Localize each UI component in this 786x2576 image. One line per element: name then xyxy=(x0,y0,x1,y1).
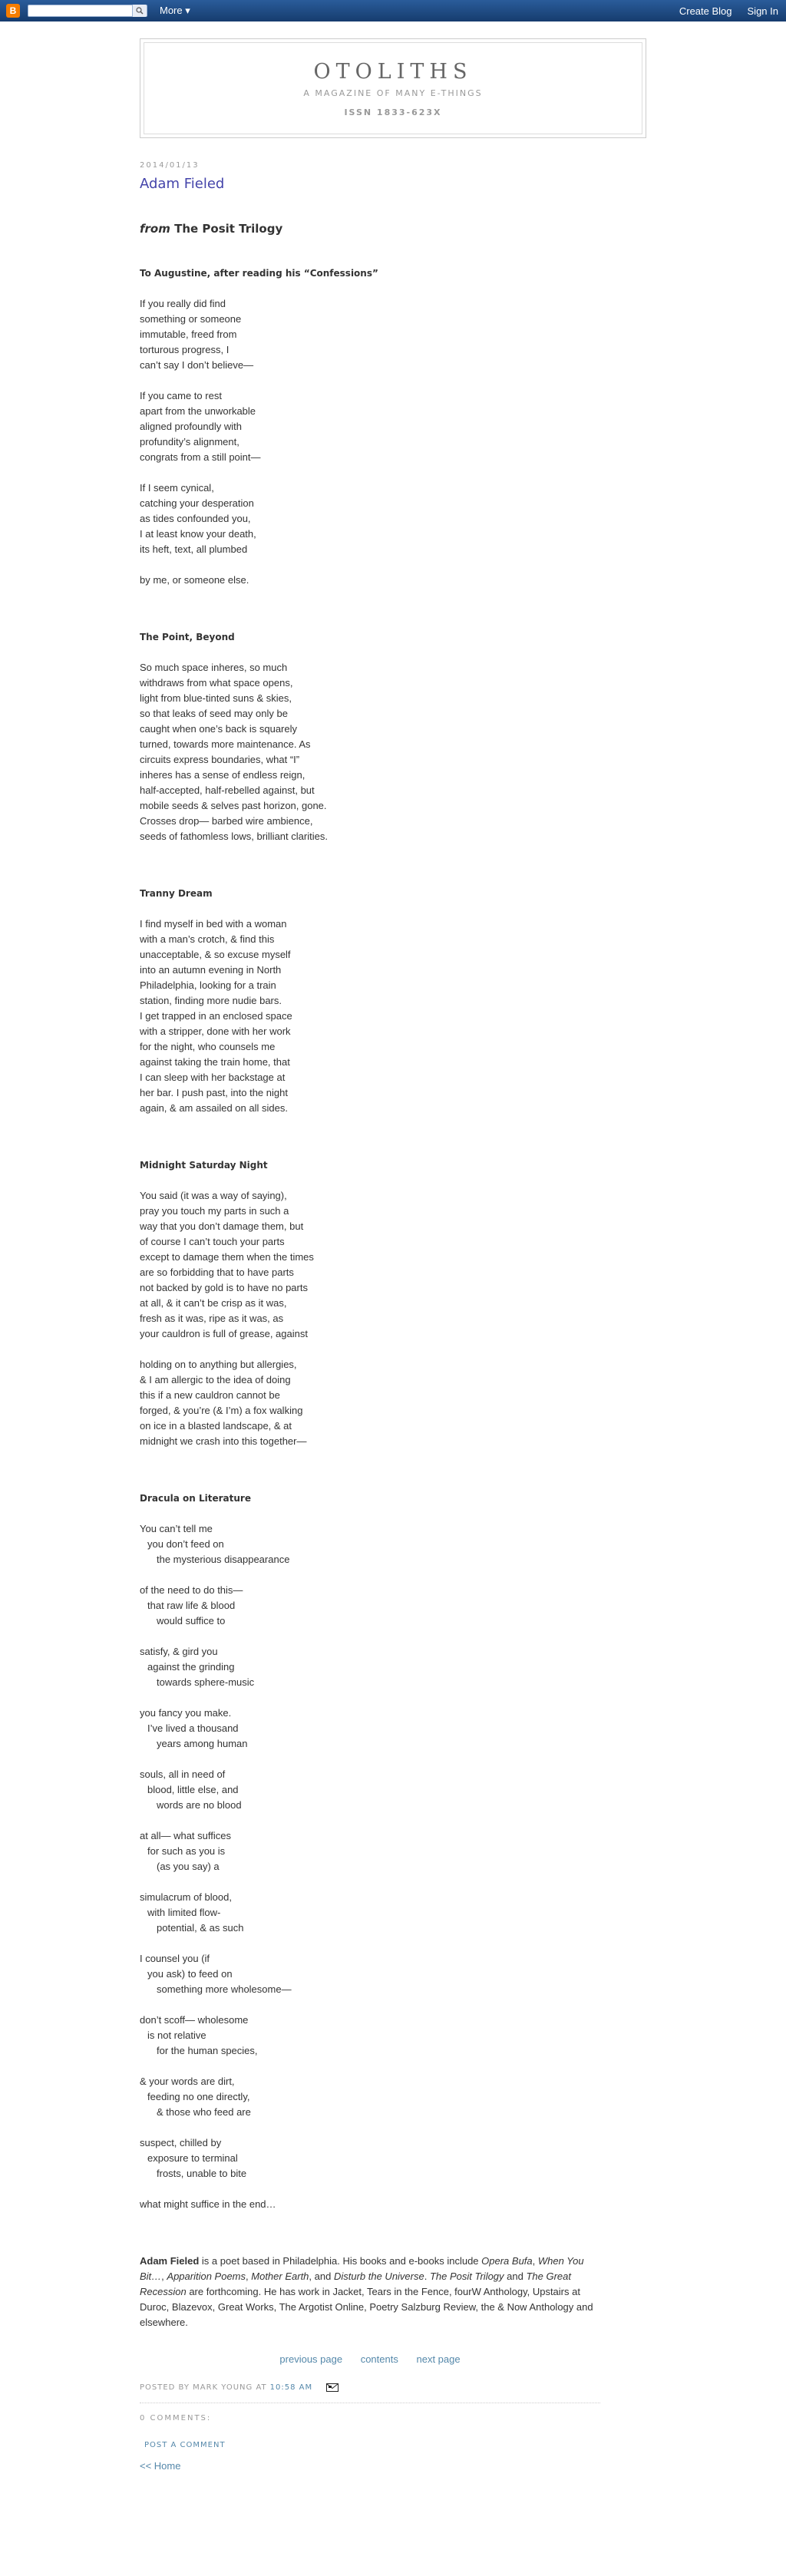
poem-stanza xyxy=(140,296,600,373)
poem-line: I counsel you (if xyxy=(140,1953,210,1964)
poem-line: years among human xyxy=(157,1738,248,1749)
post-comment-link[interactable]: POST A COMMENT xyxy=(144,2441,226,2449)
poem-line: I at least know your death, xyxy=(140,528,256,540)
blogger-logo-icon[interactable]: B xyxy=(6,4,20,18)
blogger-navbar xyxy=(0,0,786,21)
email-post-icon[interactable] xyxy=(326,2383,339,2392)
bio-book: Disturb the Universe xyxy=(333,2271,424,2282)
poem-line: would suffice to xyxy=(157,1615,226,1627)
poem-line: for the night, who counsels me xyxy=(140,1041,276,1052)
poem-line: your cauldron is full of grease, against xyxy=(140,1328,308,1339)
poem-line: of the need to do this— xyxy=(140,1584,243,1596)
poem-line: not backed by gold is to have no parts xyxy=(140,1282,308,1293)
poem-line: with a stripper, done with her work xyxy=(140,1025,291,1037)
poem xyxy=(140,1158,600,1449)
poem-line: mobile seeds & selves past horizon, gone. xyxy=(140,800,327,811)
poem-stanza xyxy=(140,2135,600,2181)
bio-sep: , xyxy=(532,2255,538,2267)
work-name: The Posit Trilogy xyxy=(174,222,283,236)
poem-stanza xyxy=(140,2074,600,2120)
poem-line: the mysterious disappearance xyxy=(157,1554,290,1565)
poem-line: feeding no one directly, xyxy=(147,2091,250,2102)
poem-line: I get trapped in an enclosed space xyxy=(140,1010,292,1022)
previous-page-link[interactable]: previous page xyxy=(279,2353,343,2365)
poem-line: pray you touch my parts in such a xyxy=(140,1205,289,1217)
poem-line: aligned profoundly with xyxy=(140,421,242,432)
poem-line: something or someone xyxy=(140,313,242,325)
bio-text: are forthcoming. He has work in Jacket, Tears in the Fence, fourW Anthology, Upstairs at Duroc, Blazevox, Great Works, The Argotist Online, Poetry Salzburg Review, the & Now Anthology and elsewhere. xyxy=(140,2286,593,2328)
poem-line: what might suffice in the end… xyxy=(140,2198,276,2210)
poem-line: & your words are dirt, xyxy=(140,2076,235,2087)
navbar-right xyxy=(679,0,778,21)
poem-line: & those who feed are xyxy=(157,2106,251,2118)
poem-stanza xyxy=(140,1828,600,1874)
navbar-more-menu[interactable] xyxy=(160,5,190,17)
poem-title: Dracula on Literature xyxy=(140,1493,251,1504)
poem-line: If you really did find xyxy=(140,298,226,309)
poem-line: is not relative xyxy=(147,2029,206,2041)
poem-line: with limited flow- xyxy=(147,1907,221,1918)
main-content xyxy=(140,161,600,2472)
poem-line: that raw life & blood xyxy=(147,1600,236,1611)
poem-line: suspect, chilled by xyxy=(140,2137,222,2148)
poem-stanza xyxy=(140,660,600,844)
poems-container xyxy=(140,266,600,2212)
work-title xyxy=(140,221,600,236)
blog-header-inner xyxy=(144,42,642,134)
search-icon[interactable] xyxy=(132,5,147,17)
bio-book: The Posit Trilogy xyxy=(429,2271,504,2282)
poem-stanza xyxy=(140,388,600,465)
poem-title: Tranny Dream xyxy=(140,888,213,899)
poem-stanza xyxy=(140,2197,600,2212)
poem-line: potential, & as such xyxy=(157,1922,244,1934)
poem-line: light from blue-tinted suns & skies, xyxy=(140,692,292,704)
bio-sep: . xyxy=(424,2271,430,2282)
poem-line: of course I can’t touch your parts xyxy=(140,1236,285,1247)
post-navigation xyxy=(140,2353,600,2365)
poem-stanza xyxy=(140,481,600,557)
poem-line: its heft, text, all plumbed xyxy=(140,543,248,555)
poem-line: towards sphere-music xyxy=(157,1676,255,1688)
bio-sep: , and xyxy=(309,2271,334,2282)
home-link[interactable]: << Home xyxy=(140,2460,181,2472)
poem-line: If you came to rest xyxy=(140,390,222,401)
poem-stanza xyxy=(140,1644,600,1690)
bio-sep: , xyxy=(246,2271,252,2282)
poem-line: profundity’s alignment, xyxy=(140,436,239,447)
poem-line: congrats from a still point— xyxy=(140,451,261,463)
poem-line: as tides confounded you, xyxy=(140,513,251,524)
posted-by: POSTED BY MARK YOUNG AT xyxy=(140,2383,267,2392)
poem-line: midnight we crash into this together— xyxy=(140,1435,307,1447)
poem-line: I’ve lived a thousand xyxy=(147,1722,239,1734)
blog-description: A MAGAZINE OF MANY E-THINGS xyxy=(303,88,483,98)
poem-line: (as you say) a xyxy=(157,1861,220,1872)
poem-line: inheres has a sense of endless reign, xyxy=(140,769,305,781)
poem-line: unacceptable, & so excuse myself xyxy=(140,949,291,960)
poem xyxy=(140,886,600,1116)
poem-line: forged, & you’re (& I’m) a fox walking xyxy=(140,1405,303,1416)
poem-stanza xyxy=(140,1357,600,1449)
poem-line: against taking the train home, that xyxy=(140,1056,290,1068)
poem-line: exposure to terminal xyxy=(147,2152,238,2164)
bio-book: The Great Recession xyxy=(140,2271,571,2297)
poem-title: The Point, Beyond xyxy=(140,632,235,642)
poem-line: immutable, freed from xyxy=(140,329,237,340)
poem-line: you don’t feed on xyxy=(147,1538,224,1550)
poem-line: You can’t tell me xyxy=(140,1523,213,1534)
poem-line: so that leaks of seed may only be xyxy=(140,708,288,719)
poem-line: simulacrum of blood, xyxy=(140,1891,232,1903)
poem-line: blood, little else, and xyxy=(147,1784,239,1795)
poem-line: her bar. I push past, into the night xyxy=(140,1087,288,1098)
poem-line: at all— what suffices xyxy=(140,1830,231,1841)
post-title-link[interactable]: Adam Fieled xyxy=(140,176,225,192)
poem-title: Midnight Saturday Night xyxy=(140,1160,268,1171)
poem-line: I find myself in bed with a woman xyxy=(140,918,287,930)
poem-line: & I am allergic to the idea of doing xyxy=(140,1374,291,1385)
poem-title: To Augustine, after reading his “Confessions” xyxy=(140,268,378,279)
poem-stanza xyxy=(140,1951,600,1997)
bio-sep: and xyxy=(504,2271,527,2282)
poem-line: torturous progress, I xyxy=(140,344,230,355)
chevron-down-icon: ▾ xyxy=(185,5,190,16)
comments-header: 0 COMMENTS: xyxy=(140,2414,212,2422)
work-from: from xyxy=(140,222,170,236)
blog-header xyxy=(140,38,646,138)
poem-line: at all, & it can’t be crisp as it was, xyxy=(140,1297,287,1309)
poem xyxy=(140,1491,600,2212)
blog-title[interactable]: OTOLITHS xyxy=(313,60,473,84)
author-bio xyxy=(140,2254,600,2330)
poem-line: are so forbidding that to have parts xyxy=(140,1267,294,1278)
poem-line: again, & am assailed on all sides. xyxy=(140,1102,288,1114)
poem-stanza xyxy=(140,1890,600,1936)
bio-sep: , xyxy=(161,2271,167,2282)
poem-line: this if a new cauldron cannot be xyxy=(140,1389,280,1401)
poem-stanza xyxy=(140,573,600,588)
poem-line: words are no blood xyxy=(157,1799,242,1811)
poem-line: catching your desperation xyxy=(140,497,254,509)
create-blog-link[interactable]: Create Blog xyxy=(679,5,732,17)
poem-stanza xyxy=(140,1188,600,1342)
poem-line: caught when one’s back is squarely xyxy=(140,723,297,735)
bio-book: Apparition Poems xyxy=(167,2271,246,2282)
poem-line: station, finding more nudie bars. xyxy=(140,995,282,1006)
poem-stanza xyxy=(140,2013,600,2059)
poem-line: you ask) to feed on xyxy=(147,1968,233,1980)
poem-line: except to damage them when the times xyxy=(140,1251,314,1263)
poem-stanza xyxy=(140,1767,600,1813)
date-header: 2014/01/13 xyxy=(140,161,200,170)
poem-line: on ice in a blasted landscape, & at xyxy=(140,1420,292,1432)
poem-line: holding on to anything but allergies, xyxy=(140,1359,297,1370)
poem-line: don’t scoff— wholesome xyxy=(140,2014,249,2026)
poem-line: apart from the unworkable xyxy=(140,405,256,417)
poem-line: I can sleep with her backstage at xyxy=(140,1072,286,1083)
poem-line: you fancy you make. xyxy=(140,1707,232,1719)
poem-line: You said (it was a way of saying), xyxy=(140,1190,287,1201)
poem-line: satisfy, & gird you xyxy=(140,1646,218,1657)
poem-line: way that you don’t damage them, but xyxy=(140,1220,304,1232)
poem-line: seeds of fathomless lows, brilliant clarities. xyxy=(140,831,328,842)
bio-book: Mother Earth xyxy=(251,2271,309,2282)
poem-line: Philadelphia, looking for a train xyxy=(140,979,276,991)
poem-line: So much space inheres, so much xyxy=(140,662,288,673)
poem-line: for such as you is xyxy=(147,1845,226,1857)
poem-line: turned, towards more maintenance. As xyxy=(140,738,311,750)
more-label: More xyxy=(160,5,183,16)
poem-line: against the grinding xyxy=(147,1661,235,1673)
poem-line: fresh as it was, ripe as it was, as xyxy=(140,1313,284,1324)
contents-link[interactable]: contents xyxy=(360,2353,398,2365)
poem-stanza xyxy=(140,1583,600,1629)
poem-stanza xyxy=(140,1706,600,1752)
poem xyxy=(140,266,600,588)
poem-line: frosts, unable to bite xyxy=(157,2168,247,2179)
post-footer xyxy=(140,2383,600,2392)
next-page-link[interactable]: next page xyxy=(416,2353,461,2365)
blog-issn: ISSN 1833-623X xyxy=(344,107,442,117)
bio-author-name: Adam Fieled xyxy=(140,2255,200,2267)
poem-line: can’t say I don’t believe— xyxy=(140,359,254,371)
poem-line: If I seem cynical, xyxy=(140,482,214,494)
poem-stanza xyxy=(140,916,600,1116)
sign-in-link[interactable]: Sign In xyxy=(747,5,778,17)
poem-line: by me, or someone else. xyxy=(140,574,249,586)
bio-book: Opera Bufa xyxy=(481,2255,533,2267)
post-timestamp-link[interactable]: 10:58 AM xyxy=(269,2383,313,2392)
poem-line: circuits express boundaries, what “I” xyxy=(140,754,300,765)
poem-line: for the human species, xyxy=(157,2045,258,2056)
poem-line: Crosses drop— barbed wire ambience, xyxy=(140,815,313,827)
poem xyxy=(140,629,600,844)
bio-book: When You Bit… xyxy=(140,2255,584,2282)
navbar-search-input[interactable] xyxy=(28,5,147,17)
poem-stanza xyxy=(140,1521,600,1567)
bio-text: is a poet based in Philadelphia. His books and e-books include xyxy=(199,2255,482,2267)
post-body xyxy=(140,221,600,2212)
poem-line: withdraws from what space opens, xyxy=(140,677,293,689)
poem-line: souls, all in need of xyxy=(140,1769,226,1780)
header-wrapper xyxy=(140,38,646,138)
poem-line: into an autumn evening in North xyxy=(140,964,282,976)
poem-line: half-accepted, half-rebelled against, but xyxy=(140,784,315,796)
poem-line: something more wholesome— xyxy=(157,1983,292,1995)
poem-line: with a man’s crotch, & find this xyxy=(140,933,275,945)
